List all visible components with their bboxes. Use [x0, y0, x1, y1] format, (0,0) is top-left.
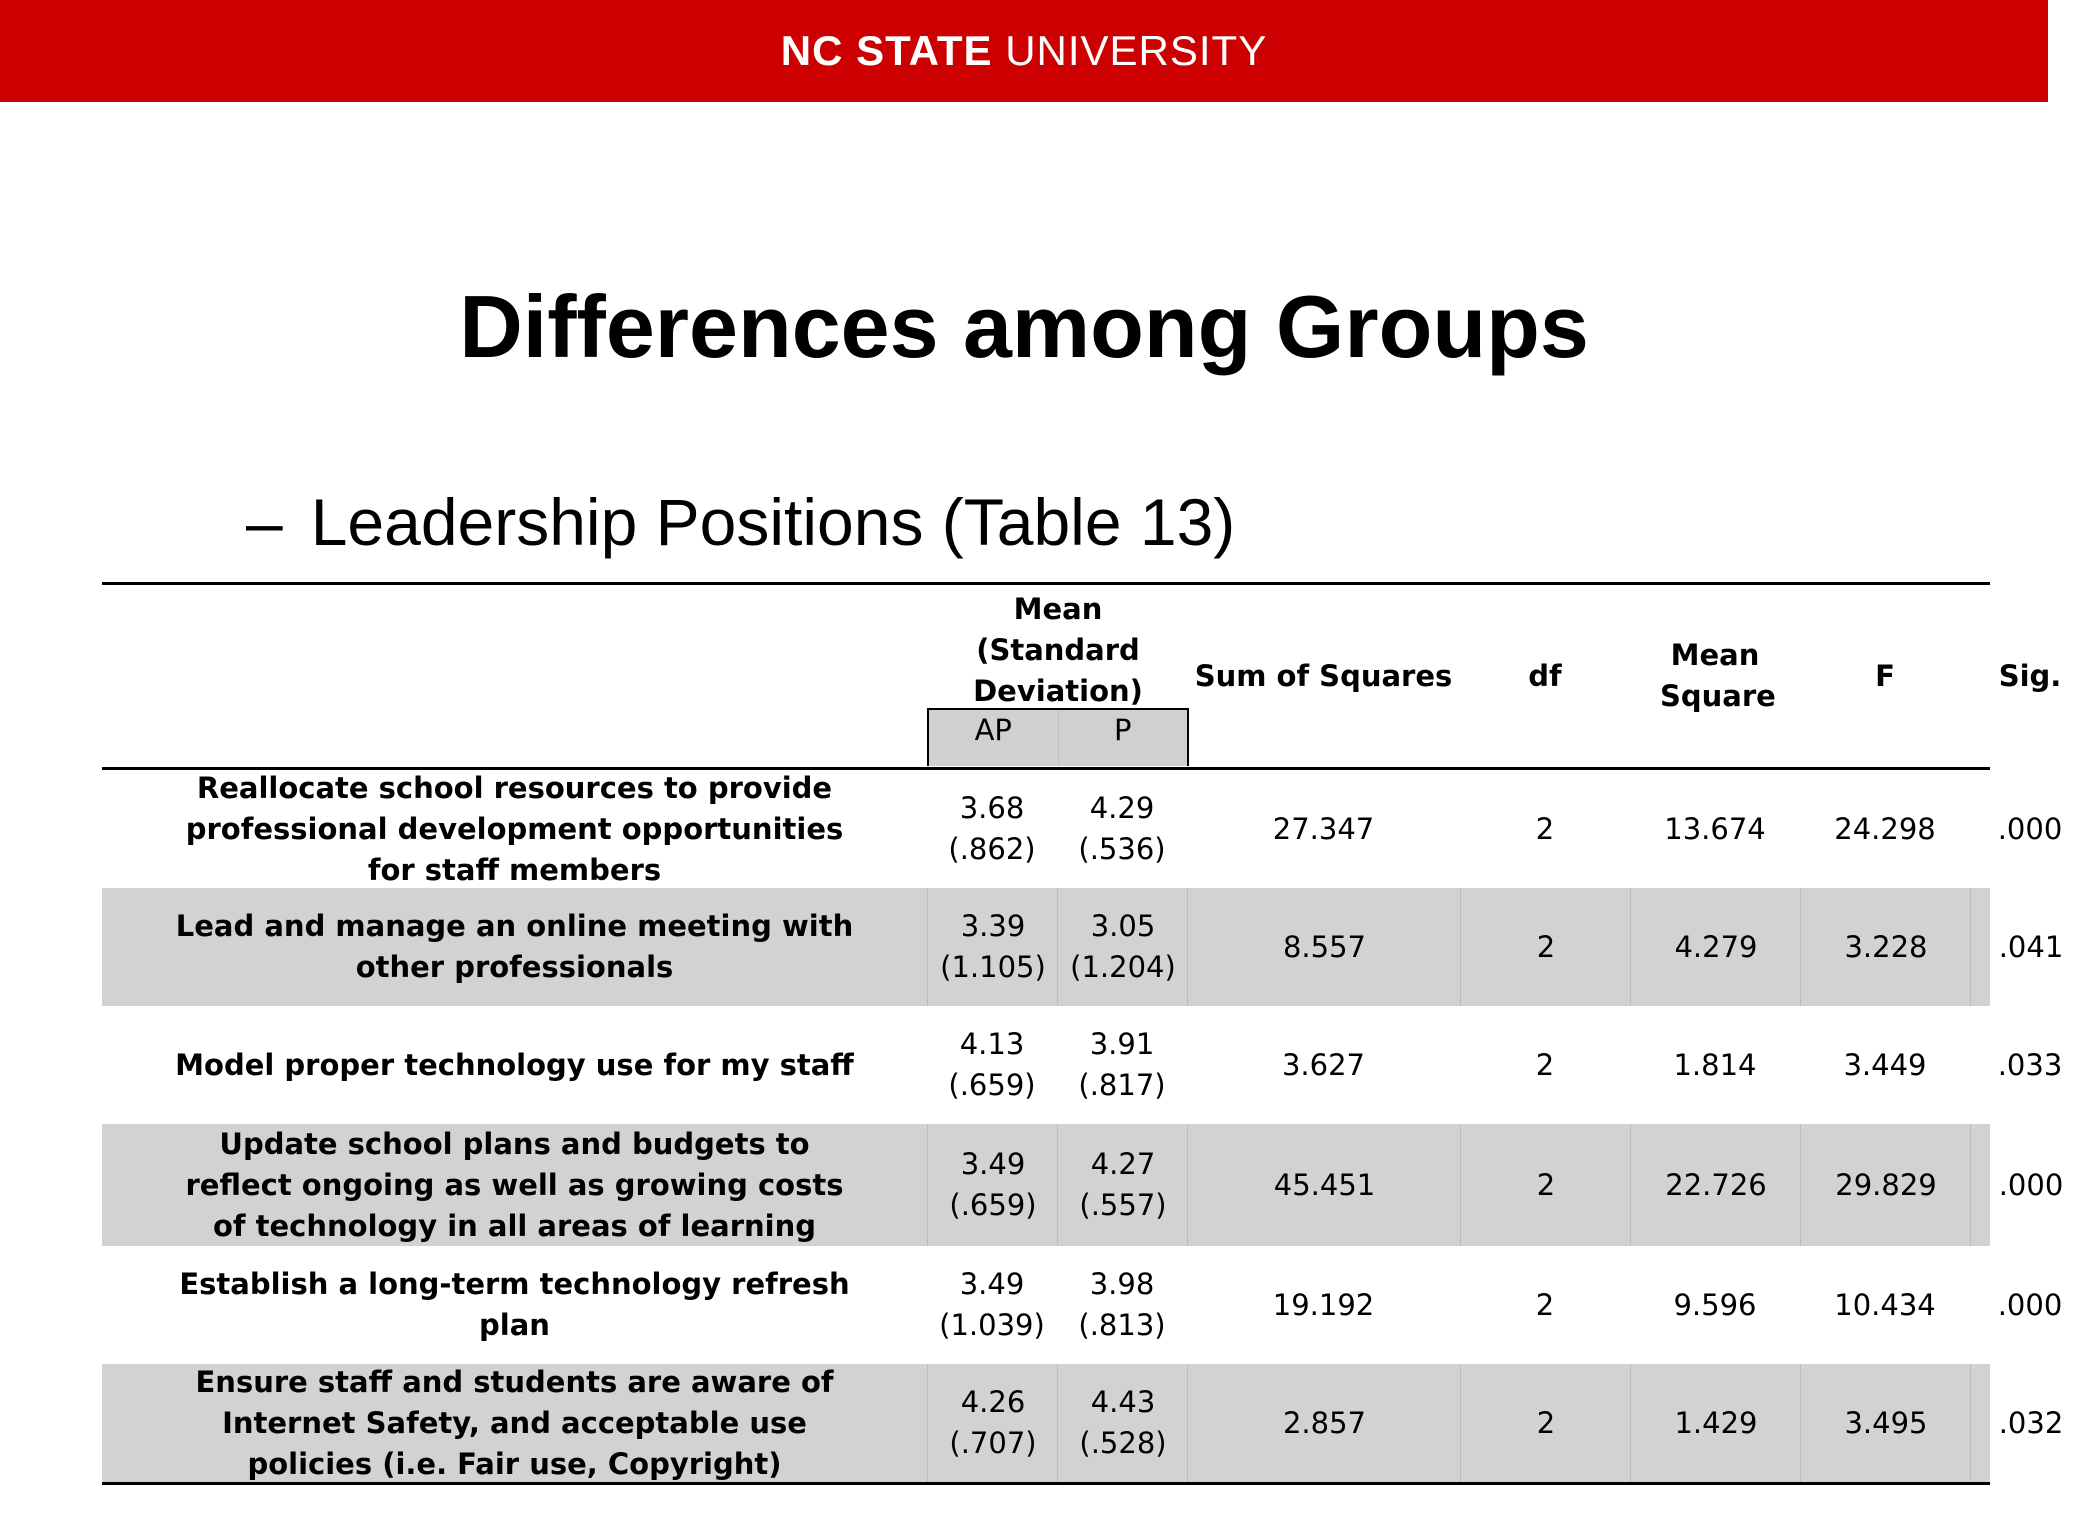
- ap-value-text: 3.49: [960, 1147, 1026, 1181]
- mean-sd-header: Mean (Standard Deviation): [973, 592, 1143, 708]
- p-value-text: 3.05: [1090, 909, 1156, 943]
- ap-value: [927, 770, 1057, 888]
- f-value-text: 24.298: [1834, 811, 1936, 846]
- f-value: [1800, 1006, 1970, 1124]
- p-value-text: (.528): [1079, 1426, 1167, 1460]
- f-value-text: 10.434: [1834, 1287, 1936, 1322]
- sum-of-squares-value: [1187, 1124, 1461, 1246]
- p-value-text: (.557): [1079, 1188, 1167, 1222]
- item-description-text: Ensure staff and students are aware of Internet Safety, and acceptable use policies (i.e. Fair use, Copyright): [195, 1364, 834, 1481]
- sig-value-text: .000: [1997, 1287, 2063, 1322]
- p-value: [1057, 1246, 1187, 1364]
- sig-value: [1970, 1364, 2091, 1482]
- mean-square-value-text: 22.726: [1665, 1167, 1767, 1202]
- brand-bold-text: NC STATE: [780, 27, 993, 74]
- mean-square-value-text: 1.429: [1674, 1405, 1758, 1440]
- slide-title: Differences among Groups: [459, 277, 1589, 376]
- sum-of-squares-value: [1187, 1006, 1460, 1124]
- f-value: [1800, 1364, 1971, 1482]
- f-value: [1800, 1124, 1971, 1246]
- sig-value-text: .000: [1998, 1167, 2064, 1202]
- f-value: [1800, 1246, 1970, 1364]
- sum-of-squares-header: Sum of Squares: [1194, 658, 1453, 693]
- ap-value-text: 3.39: [960, 909, 1026, 943]
- p-value-text: (1.204): [1070, 950, 1176, 984]
- p-value-text: (.813): [1078, 1308, 1166, 1342]
- mean-square-value-text: 1.814: [1673, 1047, 1757, 1082]
- table-header: [102, 585, 2062, 770]
- p-value: [1057, 1006, 1187, 1124]
- ap-column-header: AP: [929, 710, 1059, 766]
- item-description: [102, 1364, 927, 1482]
- f-header: F: [1875, 658, 1895, 693]
- ap-value: [927, 888, 1058, 1006]
- sum-of-squares-value: [1187, 770, 1460, 888]
- sig-value: [1970, 1124, 2091, 1246]
- item-description: [102, 888, 927, 1006]
- sum-of-squares-value-text: 45.451: [1273, 1167, 1376, 1202]
- sum-of-squares-value-text: 19.192: [1272, 1287, 1375, 1322]
- ap-value: [927, 1364, 1058, 1482]
- ap-value: [927, 1246, 1057, 1364]
- mean-square-header: Mean Square: [1660, 638, 1776, 713]
- university-logo: [781, 27, 1267, 75]
- item-description-text: Lead and manage an online meeting with other professionals: [175, 909, 854, 984]
- table-body: [102, 770, 2064, 1482]
- mean-square-value: [1630, 770, 1800, 888]
- mean-square-value-text: 9.596: [1673, 1287, 1757, 1322]
- p-value: [1057, 888, 1188, 1006]
- sum-of-squares-value: [1187, 1364, 1461, 1482]
- mean-square-value: [1630, 1124, 1801, 1246]
- anova-table: [102, 582, 2064, 1485]
- p-column-header: P: [1114, 713, 1132, 747]
- df-value-text: 2: [1535, 811, 1555, 846]
- sig-value: [1970, 770, 2090, 888]
- table-row: [102, 1364, 2064, 1482]
- f-value-text: 3.449: [1843, 1047, 1927, 1082]
- sum-of-squares-value-text: 8.557: [1282, 929, 1367, 964]
- f-value: [1800, 888, 1971, 1006]
- p-value-text: 4.29: [1089, 791, 1155, 825]
- ap-value-text: 4.13: [959, 1027, 1025, 1061]
- item-description-text: Model proper technology use for my staff: [175, 1047, 854, 1082]
- p-value: [1057, 1364, 1188, 1482]
- ap-value-text: (.659): [948, 1068, 1036, 1102]
- item-description-text: Update school plans and budgets to reflect ongoing as well as growing costs of technology in all areas of learning: [185, 1126, 844, 1243]
- mean-square-value: [1630, 1246, 1800, 1364]
- ap-value: [927, 1124, 1058, 1246]
- sum-of-squares-value: [1187, 1246, 1460, 1364]
- f-value-text: 29.829: [1835, 1167, 1937, 1202]
- sum-of-squares-value-text: 2.857: [1282, 1405, 1367, 1440]
- sum-of-squares-value-text: 27.347: [1272, 811, 1375, 846]
- df-value-text: 2: [1536, 1405, 1556, 1440]
- df-value: [1460, 1364, 1631, 1482]
- bullet-dash: –: [246, 485, 283, 559]
- sig-value-text: .000: [1997, 811, 2063, 846]
- p-value-text: 4.43: [1090, 1385, 1156, 1419]
- table-row: [102, 1246, 2063, 1364]
- df-value: [1460, 770, 1630, 888]
- sig-header: Sig.: [1998, 658, 2062, 693]
- mean-square-value-text: 4.279: [1674, 929, 1758, 964]
- item-description-text: Reallocate school resources to provide professional development opportunities for staff members: [185, 770, 844, 887]
- sig-value: [1970, 1006, 2090, 1124]
- df-value: [1460, 1124, 1631, 1246]
- df-value: [1460, 1246, 1630, 1364]
- mean-square-value: [1630, 888, 1801, 1006]
- f-value-text: 3.495: [1844, 1405, 1928, 1440]
- sig-value: [1970, 1246, 2090, 1364]
- slide-subtitle: [246, 482, 1235, 562]
- p-value-text: 3.91: [1089, 1027, 1155, 1061]
- ap-value-text: (1.039): [939, 1308, 1045, 1342]
- item-description-text: Establish a long-term technology refresh plan: [179, 1267, 850, 1342]
- df-header: df: [1528, 658, 1562, 693]
- ap-value-text: 4.26: [960, 1385, 1026, 1419]
- item-description: [102, 1246, 927, 1364]
- table-row: [102, 888, 2064, 1006]
- sig-value-text: .032: [1998, 1405, 2064, 1440]
- p-value-text: (.817): [1078, 1068, 1166, 1102]
- table-row: [102, 1124, 2064, 1246]
- item-description: [102, 1124, 927, 1246]
- df-value: [1460, 1006, 1630, 1124]
- sig-value: [1970, 888, 2091, 1006]
- f-value: [1800, 770, 1970, 888]
- ap-value-text: (.659): [949, 1188, 1037, 1222]
- mean-square-value-text: 13.674: [1664, 811, 1766, 846]
- sum-of-squares-value-text: 3.627: [1281, 1047, 1366, 1082]
- p-value: [1057, 770, 1187, 888]
- df-value-text: 2: [1536, 1167, 1556, 1202]
- p-value-text: 3.98: [1089, 1267, 1155, 1301]
- df-value: [1460, 888, 1631, 1006]
- p-value: [1057, 1124, 1188, 1246]
- group-subheader: [927, 708, 1189, 766]
- header-banner: [0, 0, 2048, 102]
- item-description: [102, 1006, 927, 1124]
- sig-value-text: .041: [1998, 929, 2064, 964]
- mean-square-value: [1630, 1006, 1800, 1124]
- table-row: [102, 770, 2063, 888]
- table-row: [102, 1006, 2063, 1124]
- sig-value-text: .033: [1997, 1047, 2063, 1082]
- df-value-text: 2: [1536, 929, 1556, 964]
- p-value-text: 4.27: [1090, 1147, 1156, 1181]
- item-description: [102, 770, 927, 888]
- p-value-text: (.536): [1078, 832, 1166, 866]
- df-value-text: 2: [1535, 1287, 1555, 1322]
- sum-of-squares-value: [1187, 888, 1461, 1006]
- mean-square-value: [1630, 1364, 1801, 1482]
- df-value-text: 2: [1535, 1047, 1555, 1082]
- ap-value: [927, 1006, 1057, 1124]
- ap-value-text: (.707): [949, 1426, 1037, 1460]
- ap-value-text: (1.105): [940, 950, 1046, 984]
- ap-value-text: 3.49: [959, 1267, 1025, 1301]
- ap-value-text: (.862): [948, 832, 1036, 866]
- subtitle-text: Leadership Positions (Table 13): [310, 485, 1236, 559]
- brand-regular-text: UNIVERSITY: [1005, 27, 1268, 74]
- f-value-text: 3.228: [1844, 929, 1928, 964]
- ap-value-text: 3.68: [959, 791, 1025, 825]
